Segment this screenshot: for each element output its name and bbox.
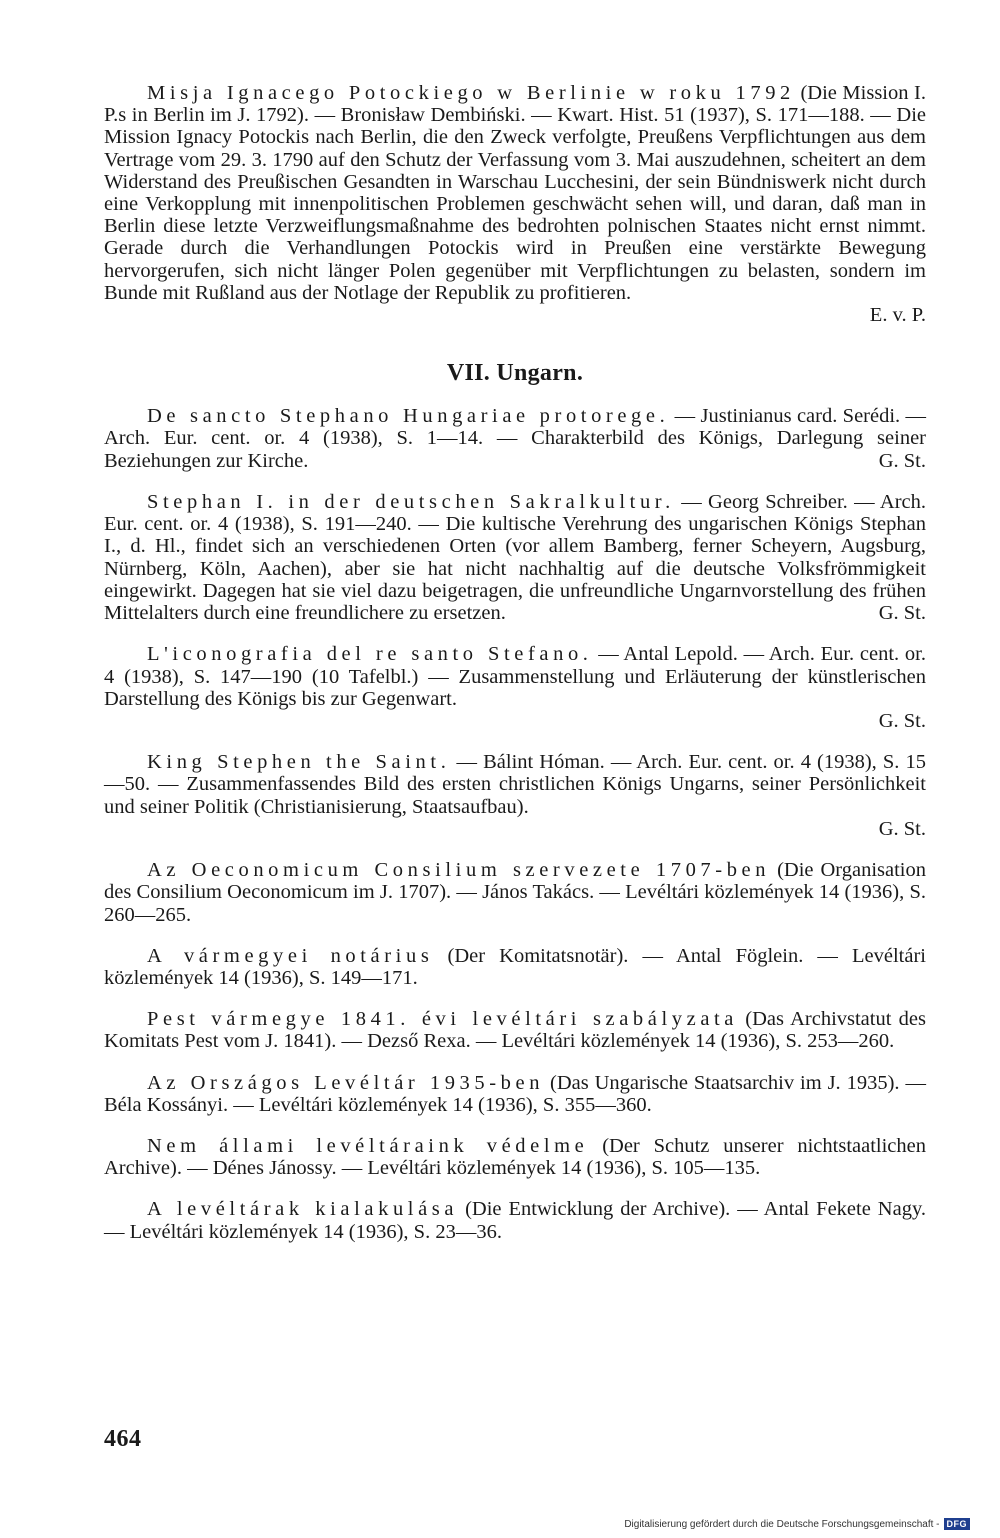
entry-title: Nem állami levéltáraink védelme <box>147 1134 589 1157</box>
entry-body: — Antal Lepold. — Arch. Eur. cent. or. 4 (1938), S. 147—190 (10 Tafelbl.) — Zusammenstellung und Erläuterung der künstlerischen Darstellung des Königs bis zur Gegenwart. <box>104 643 927 710</box>
entry-body: — Justinianus card. Serédi. — Arch. Eur. cent. or. 4 (1938), S. 1—14. — Charakterbild des Königs, Darlegung seiner Beziehungen zur Kirche. <box>104 405 927 472</box>
entry-title: Pest vármegye 1841. évi levéltári szabályzata <box>147 1008 739 1031</box>
bibliography-entry-1 <box>104 405 926 472</box>
entry-body: (Der Komitatsnotär). — Antal Föglein. — Levéltári közlemények 14 (1936), S. 149—171. <box>104 944 926 989</box>
entry-initials: G. St. <box>878 817 926 840</box>
entry-initials: G. St. <box>878 602 926 625</box>
entry-body: — Bálint Hóman. — Arch. Eur. cent. or. 4 (1938), S. 15—50. — Zusammenfassendes Bild des ersten christlichen Königs Ungarns, seiner Persönlichkeit und seiner Politik (Christianisierung, Staatsaufbau). <box>104 751 927 818</box>
bibliography-entry-6 <box>104 945 926 989</box>
entry-body: (Das Ungarische Staatsarchiv im J. 1935). — Béla Kossányi. — Levéltári közlemények 14 (1936), S. 355—360. <box>104 1071 926 1116</box>
entry-body: — Georg Schreiber. — Arch. Eur. cent. or. 4 (1938), S. 191—240. — Die kultische Verehrung des ungarischen Königs Stephan I., d. Hl., findet sich an verschiedenen Orten (vor allem Bamberg, ferner Scheyern, Augsburg, Nürnberg, Köln, Aachen), aber sie hat nicht nachhaltig auf die deutsche Volksfrömmigkeit eingewirkt. Dagegen hat sie viel dazu beigetragen, die unfreundliche Ungarnvorstellung des frühen Mittelalters durch eine freundlichere zu ersetzen. <box>104 491 926 625</box>
dfg-logo: DFG <box>944 1518 971 1530</box>
digitization-credit <box>624 1518 970 1530</box>
entry-body: (Die Organisation des Consilium Oeconomicum im J. 1707). — János Takács. — Levéltári közlemények 14 (1936), S. 260—265. <box>104 859 926 926</box>
bibliography-entry-4 <box>104 751 926 840</box>
entry-body: (Die Entwicklung der Archive). — Antal Fekete Nagy. — Levéltári közlemények 14 (1936), S. 23—36. <box>104 1198 927 1243</box>
entry-title: Misja Ignacego Potockiego w Berlinie w roku 1792 <box>147 82 795 104</box>
entry-title: King Stephen the Saint. <box>147 751 451 774</box>
bibliography-entry-5 <box>104 859 926 926</box>
entry-body: (Die Mission I. P.s in Berlin im J. 1792). — Bronisław Dembiński. — Kwart. Hist. 51 (1937), S. 171—188. — Die Mission Ignacy Potockis nach Berlin, die den Zweck verfolgte, Preußens Verpflichtungen aus dem Vertrage vom 29. 3. 1790 auf den Schutz der Verfassung vom 3. Mai auszudehnen, scheitert an dem Widerstand des Preußischen Gesandten in Warschau Lucchesini, der sein Bündniswerk nicht durch eine Verkopplung mit innenpolitischen Problemen geschwächt sehen will, und daran, daß man in Berlin diese letzte Verzweiflungsmaßnahme des bedrohten polnischen Staates nicht ernst nimmt. Gerade durch die Verhandlungen Potockis wird in Preußen eine verstärkte Bewegung hervorgerufen, sich nicht länger Polen gegenüber mit Verpflichtungen zu belasten, sondern im Bunde mit Rußland aus der Notlage der Republik zu profitieren. <box>104 82 926 304</box>
entry-body: (Der Schutz unserer nichtstaatlichen Archive). — Dénes Jánossy. — Levéltári közlemények 14 (1936), S. 105—135. <box>104 1134 926 1180</box>
bibliography-entry-9 <box>104 1135 926 1179</box>
bibliography-entry-7 <box>104 1008 926 1052</box>
entry-title: Az Oeconomicum Consilium szervezete 1707-ben <box>147 859 771 882</box>
bibliography-entry-2 <box>104 491 926 624</box>
entry-title: L'iconografia del re santo Stefano. <box>147 643 593 666</box>
page-content <box>104 82 926 1262</box>
entry-title: A levéltárak kialakulása <box>147 1198 459 1221</box>
bibliography-entry-10 <box>104 1198 926 1242</box>
entry-title: Az Országos Levéltár 1935-ben <box>147 1071 545 1094</box>
entry-title: A vármegyei notárius <box>147 944 434 967</box>
entry-initials: E. v. P. <box>869 304 926 327</box>
bibliography-entry-8 <box>104 1072 926 1116</box>
entry-body: (Das Archivstatut des Komitats Pest vom J. 1841). — Dezső Rexa. — Levéltári közlemények 14 (1936), S. 253—260. <box>104 1008 926 1053</box>
credit-text: Digitalisierung gefördert durch die Deutsche Forschungsgemeinschaft - <box>624 1518 940 1530</box>
entry-title: Stephan I. in der deutschen Sakralkultur. <box>147 491 675 514</box>
section-heading: VII. Ungarn. <box>446 360 584 387</box>
entry-initials: G. St. <box>878 710 926 733</box>
bibliography-entry-3 <box>104 643 926 732</box>
entry-title: De sancto Stephano Hungariae protorege. <box>147 405 670 428</box>
page-number: 464 <box>104 1426 142 1452</box>
bibliography-entry-0 <box>104 82 926 326</box>
entry-initials: G. St. <box>878 449 926 472</box>
